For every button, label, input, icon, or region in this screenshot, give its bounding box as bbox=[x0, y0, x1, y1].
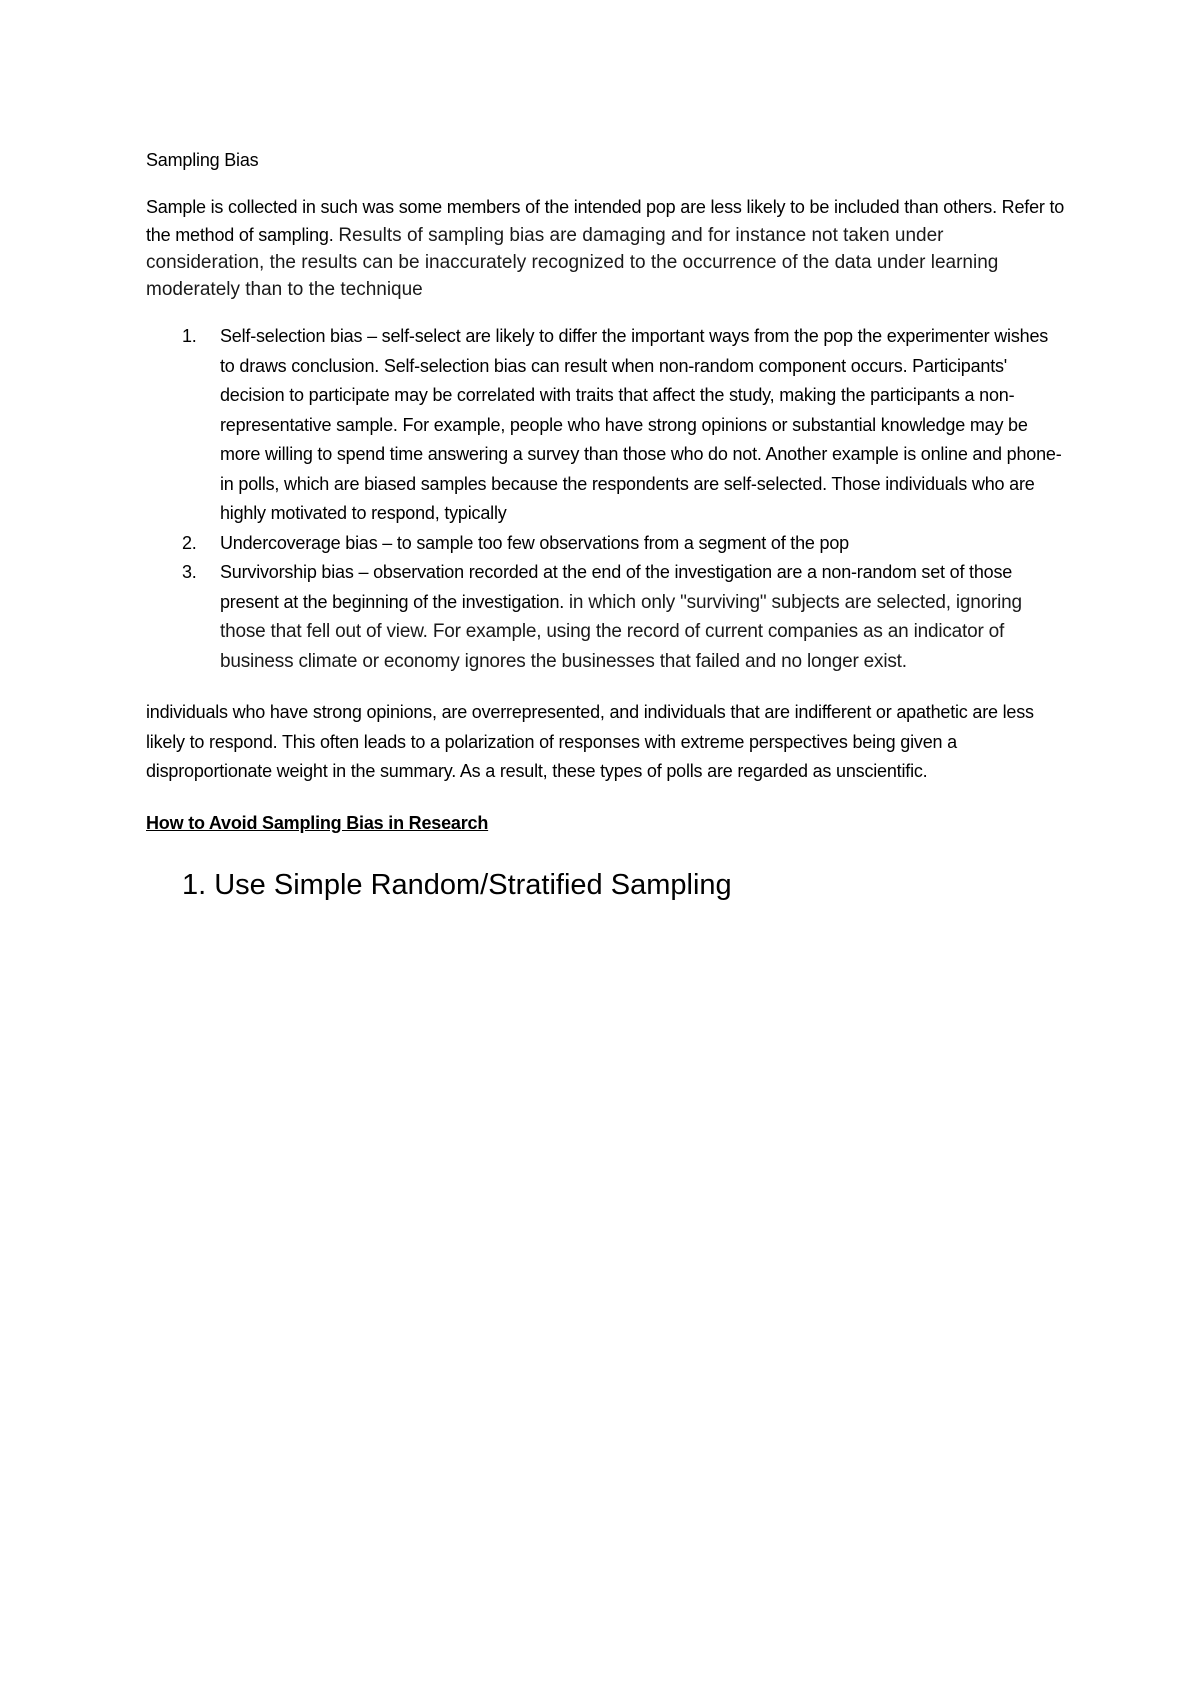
intro-paragraph bbox=[146, 194, 1066, 304]
section-heading: 1. Use Simple Random/Stratified Sampling bbox=[182, 868, 732, 901]
list-item bbox=[146, 529, 1066, 559]
list-item-text-extra: in which only "surviving" subjects are selected, ignoring those that fell out of view. For example, using the record of current companies as an indicator of business climate or economy ignores the businesses that failed and no longer exist. bbox=[220, 591, 1022, 672]
list-item-text: Undercoverage bias – to sample too few observations from a segment of the pop bbox=[220, 532, 849, 553]
list-item-number: 2. bbox=[182, 532, 197, 553]
section-subheading: How to Avoid Sampling Bias in Research bbox=[146, 812, 489, 833]
list-item bbox=[146, 558, 1066, 676]
list-item-text: Survivorship bias – observation recorded at the end of the investigation are a non-random set of those present at the beginning of the investigation. bbox=[220, 562, 1013, 612]
list-item-number: 1. bbox=[182, 326, 197, 346]
list-item-text: Self-selection bias – self-select are likely to differ the important ways from the pop the experimenter wishes to draws conclusion. Self-selection bias can result when non-random component occurs. Participants' decision to participate may be correlated with traits that affect the study, making the participants a non-representative sample. For example, people who have strong opinions or substantial knowledge may be more willing to spend time answering a survey than those who do not. Another example is online and phone-in polls, which are biased samples because the respondents are self-selected. Those individuals who are highly motivated to respond, typically bbox=[220, 326, 1062, 523]
document-title: Sampling Bias bbox=[146, 150, 259, 170]
list-item bbox=[146, 322, 1066, 529]
bias-types-list bbox=[146, 322, 1066, 676]
intro-text-part1: Sample is collected in such was some members of the intended pop are less likely to be included than others. Refer to the method of sampling. bbox=[146, 197, 1065, 245]
document-body bbox=[146, 146, 1066, 903]
list-item-number: 3. bbox=[182, 562, 197, 582]
body-paragraph: individuals who have strong opinions, are overrepresented, and individuals that are indifferent or apathetic are less likely to respond. This often leads to a polarization of responses with extreme perspectives being given a disproportionate weight in the summary. As a result, these types of polls are regarded as unscientific. bbox=[146, 702, 1034, 781]
intro-text-part2: Results of sampling bias are damaging and for instance not taken under consideration, the results can be inaccurately recognized to the occurrence of the data under learning moderately than to the technique bbox=[146, 225, 999, 300]
